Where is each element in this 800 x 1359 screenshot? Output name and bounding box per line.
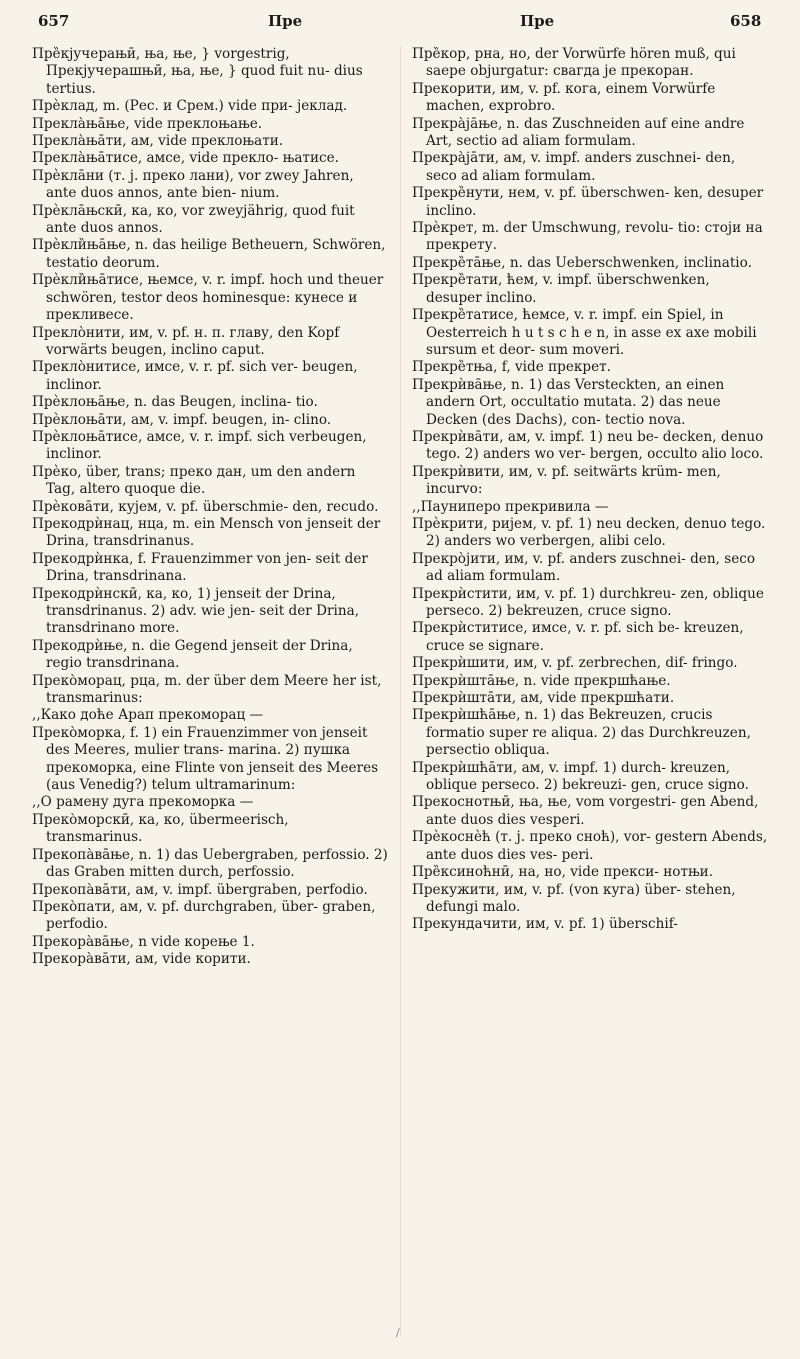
dictionary-entry: Прекрѝшћа̄ти, ам, v. impf. 1) durch- kreuzen, oblique perseco. 2) bekreuzi- gen, cruce signo. xyxy=(412,759,749,794)
dictionary-entry: Прѐклоња̄ти, ам, v. impf. beugen, in- clino. xyxy=(32,411,332,428)
right-column xyxy=(412,46,768,1346)
dictionary-entry: Прекре̏нути, нем, v. pf. überschwen- ken, desuper inclino. xyxy=(412,185,764,219)
right-running-head: Пре xyxy=(520,12,555,30)
dictionary-entry: Прекора̀ва̄ти, ам, vide корити. xyxy=(32,951,251,968)
dictionary-entry: Прекрѝшћа̄ње, n. 1) das Bekreuzen, crucis formatio super re aliqua. 2) das Durchkreuzen, persectio obliqua. xyxy=(412,707,751,759)
dictionary-entry: Прекрѝститисе, имсе, v. r. pf. sich be- kreuzen, cruce se signare. xyxy=(412,620,744,654)
dictionary-entry: Прѐклоња̄ње, n. das Beugen, inclina- tio. xyxy=(32,394,318,411)
dictionary-entry: Прекопа̀ва̄ти, ам, v. impf. übergraben, perfodio. xyxy=(32,881,368,898)
dictionary-entry: Прѐкрет, m. der Umschwung, revolu- tio: стоји на прекрету. xyxy=(412,220,763,254)
dictionary-entry: Прекодрѝње, n. die Gegend jenseit der Drina, regio transdrinana. xyxy=(32,637,353,672)
dictionary-entry: Пре̏кјучерањӣ, ња, ње, } vorgestrig, Прекјучерашњӣ, ња, ње, } quod fuit nu- dius tertius. xyxy=(32,46,363,97)
dictionary-entry: Прекодрѝнка, f. Frauenzimmer von jen- seit der Drina, transdrinana. xyxy=(32,550,368,585)
dictionary-entry: Прекундачити, им, v. pf. 1) überschif- xyxy=(412,916,678,933)
dictionary-entry: Прекла̀ња̄ти, ам, vide преклоњати. xyxy=(32,133,284,150)
dictionary-entry: Прекрѝва̄ти, ам, v. impf. 1) neu be- decken, denuo tego. 2) anders wo ver- bergen, occulto alio loco. xyxy=(412,428,764,463)
dictionary-entry: ,,О рамену дуга прекоморка — xyxy=(32,794,254,811)
right-page-number: 658 xyxy=(730,12,762,30)
dictionary-entry: Прѐко, über, trans; преко дан, um den andern Tag, altero quoque die. xyxy=(32,463,356,498)
dictionary-entry: Прекрѝшта̄ње, n. vide прекршћање. xyxy=(412,672,671,689)
dictionary-entry: Прекрѝвити, им, v. pf. seitwärts krüm- men, incurvo: xyxy=(412,463,721,498)
dictionary-entry: Прекоснотњӣ, ња, ње, vom vorgestri- gen Abend, ante duos dies vesperi. xyxy=(412,794,759,828)
dictionary-entry: Прѐкла̄њскӣ, ка, ко, vor zweyjährig, quod fuit ante duos annos. xyxy=(32,202,355,237)
dictionary-entry: Прѐкли̏ња̄тисе, њемсе, v. r. impf. hoch und theuer schwören, testor deos hominesque: кунесе и прекливесе. xyxy=(32,272,384,324)
dictionary-entry: Прекро̀јити, им, v. pf. anders zuschnei- den, seco ad aliam formulam. xyxy=(412,550,756,585)
dictionary-entry: Прекра̀ја̄ти, ам, v. impf. anders zuschnei- den, seco ad aliam formulam. xyxy=(412,150,736,184)
dictionary-entry: Прѐклад, m. (Рес. и Срем.) vide при- јеклад. xyxy=(32,98,348,115)
dictionary-entry: Прекрѝстити, им, v. pf. 1) durchkreu- zen, oblique perseco. 2) bekreuzen, cruce signo. xyxy=(412,585,764,619)
dictionary-entry: Прекопа̀ва̄ње, n. 1) das Uebergraben, perfossio. 2) das Graben mitten durch, perfossio. xyxy=(32,846,388,881)
dictionary-entry: Прѐкова̄ти, кујем, v. pf. überschmie- den, recudo. xyxy=(32,498,379,515)
bottom-mark: / xyxy=(396,1326,400,1339)
dictionary-entry: Прекодрѝнскӣ, ка, ко, 1) jenseit der Drina, transdrinanus. 2) adv. wie jen- seit der Drina, transdrinano more. xyxy=(32,585,360,637)
dictionary-entry: Прѐкоснѐћ (т. ј. преко сноћ), vor- gestern Abends, ante duos dies ves- peri. xyxy=(412,829,768,863)
dictionary-entry: Прекло̀нити, им, v. pf. н. п. главу, den Kopf vorwärts beugen, inclino caput. xyxy=(32,324,340,358)
dictionary-entry: Прекужити, им, v. pf. (von куга) über- stehen, defungi malo. xyxy=(412,881,736,915)
dictionary-entry: Преко̀морскӣ, ка, ко, übermeerisch, transmarinus. xyxy=(32,811,289,846)
page-header xyxy=(0,12,800,36)
dictionary-entry: Преко̀морац, рца, m. der über dem Meere her ist, transmarinus: xyxy=(32,672,382,707)
dictionary-entry: Прекла̀ња̄тисе, амсе, vide прекло- њатисе. xyxy=(32,150,339,167)
dictionary-entry: Прекодрѝнац, нца, m. ein Mensch von jenseit der Drina, transdrinanus. xyxy=(32,515,381,550)
dictionary-entry: Прекора̀ва̄ње, n vide корење 1. xyxy=(32,933,255,950)
dictionary-entry: Прѐкла̄ни (т. ј. преко лани), vor zwey Jahren, ante duos annos, ante bien- nium. xyxy=(32,167,354,202)
dictionary-entry: Прекре̏тати, ћем, v. impf. überschwenken, desuper inclino. xyxy=(412,272,710,306)
dictionary-entry: ,,Како доће Арап прекоморац — xyxy=(32,707,264,724)
dictionary-entry: Прѐклоња̄тисе, амсе, v. r. impf. sich verbeugen, inclinor. xyxy=(32,428,367,463)
dictionary-entry: Преко̀пати, ам, v. pf. durchgraben, über- graben, perfodio. xyxy=(32,898,376,933)
column-divider xyxy=(400,46,401,1336)
dictionary-entry: Прекре̏та̄ње, n. das Ueberschwenken, inclinatio. xyxy=(412,254,752,271)
left-page-number: 657 xyxy=(38,12,70,30)
dictionary-entry: Пре̏ксиноћнӣ, на, но, vide прекси- нотњи. xyxy=(412,864,714,881)
dictionary-entry: Прекрѝшта̄ти, ам, vide прекршћати. xyxy=(412,690,675,707)
dictionary-entry: Пре̏кор, рна, но, der Vorwürfe hören muß, qui saepe objurgatur: свагда је прекоран. xyxy=(412,46,736,80)
dictionary-entry: Прекре̏тња, f, vide прекрет. xyxy=(412,359,611,376)
left-running-head: Пре xyxy=(268,12,303,30)
dictionary-entry: Прекрѝшити, им, v. pf. zerbrechen, dif- fringo. xyxy=(412,655,738,672)
dictionary-entry: Преко̀морка, f. 1) ein Frauenzimmer von jenseit des Meeres, mulier trans- marina. 2) пушка прекоморка, eine Flinte von jenseit des Meeres (aus Venedig?) telum ultramarinum: xyxy=(32,724,379,794)
dictionary-entry: Прекра̀ја̄ње, n. das Zuschneiden auf eine andre Art, sectio ad aliam formulam. xyxy=(412,115,745,150)
dictionary-entry: Прекорити, им, v. pf. кога, einem Vorwürfe machen, exprobro. xyxy=(412,80,716,115)
dictionary-entry: Прекла̀ња̄ње, vide преклоњање. xyxy=(32,115,263,132)
dictionary-entry: Прекрѝва̄ње, n. 1) das Versteckten, an einen andern Ort, occultatio mutata. 2) das neue Decken (des Dachs), con- tectio nova. xyxy=(412,376,725,428)
dictionary-entry: Прекло̀нитисе, имсе, v. r. pf. sich ver- beugen, inclinor. xyxy=(32,359,358,393)
dictionary-entry: Прѐкрити, ријем, v. pf. 1) neu decken, denuo tego. 2) anders wo verbergen, alibi celo. xyxy=(412,515,766,550)
dictionary-entry: ,,Пауниперо прекривила — xyxy=(412,498,609,515)
dictionary-entry: Прекре̏татисе, ћемсе, v. r. impf. ein Spiel, in Oesterreich h u t s c h e n, in asse ex axe mobili sursum et deor- sum moveri. xyxy=(412,307,757,358)
dictionary-entry: Прѐкли̏ња̄ње, n. das heilige Betheuern, Schwören, testatio deorum. xyxy=(32,237,386,271)
left-column xyxy=(32,46,388,1346)
